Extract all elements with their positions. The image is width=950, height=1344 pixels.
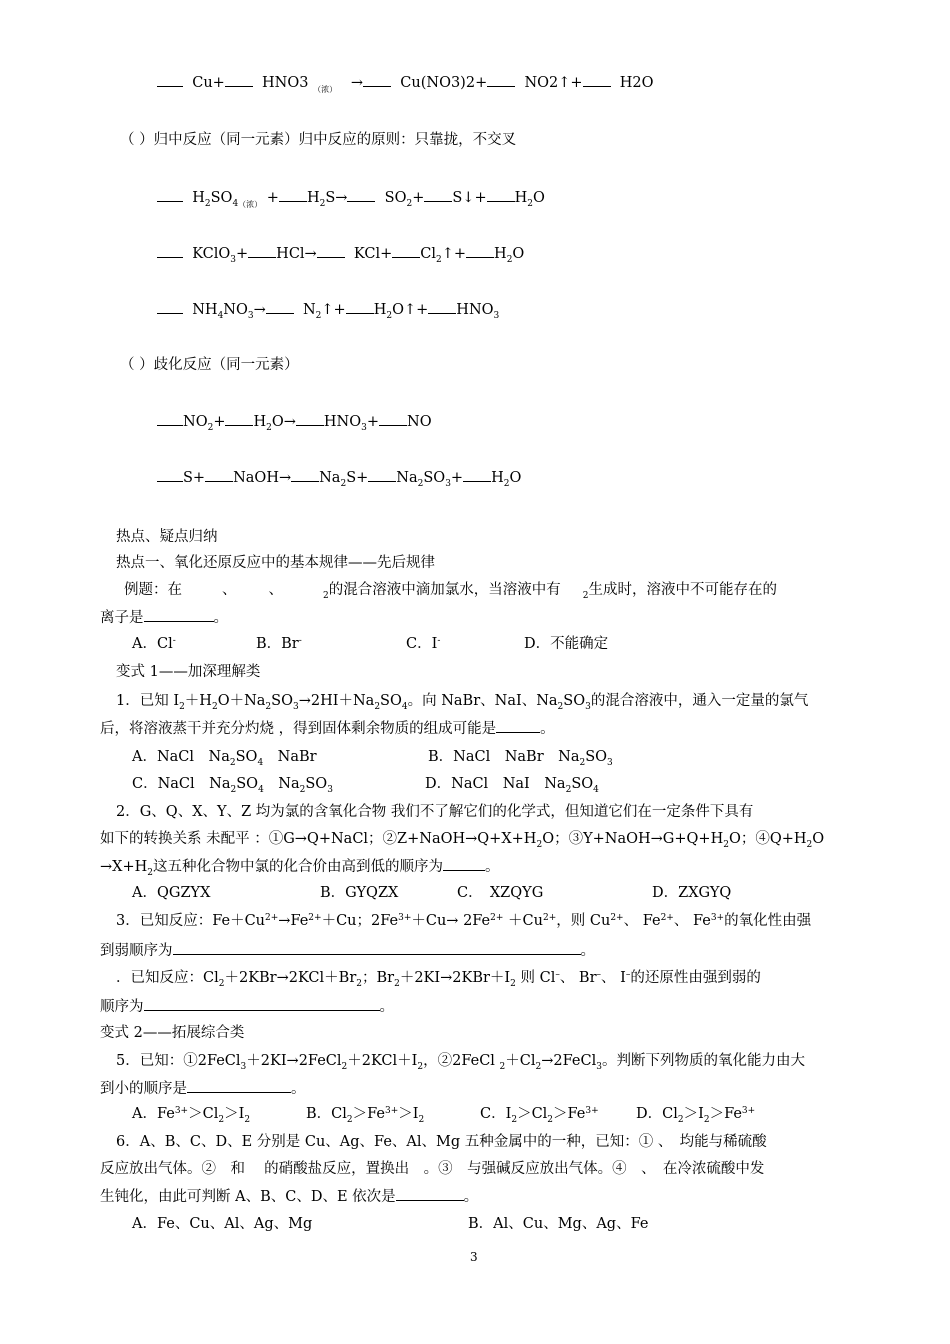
q6-line-2: 反应放出气体。② 和 的硝酸盐反应，置换出 。③ 与强碱反应放出气体。④ 、 在冷浓硫酸中发 — [100, 1161, 765, 1177]
eq-term: SO — [384, 190, 407, 206]
eq-term: H — [494, 246, 507, 262]
eq-term: NO — [183, 414, 208, 430]
eq-term: KClO — [192, 246, 231, 262]
equation-cu-hno3 — [157, 72, 654, 100]
equation-no2-h2o: $NO_2+ H_2O\to HNO_3+$ NO — [157, 411, 432, 432]
q3-line-1: 3．已知反应：$Fe+Cu^{2+}\to Fe^{2+}+Cu$；$2Fe^{3+}+Cu\to 2Fe^{2+} +Cu^{2+}$，则 $Cu^{2+}$、 $Fe^{2+}$、 $Fe^{3+}$的氧化性由强 — [116, 913, 812, 929]
eq-term: H — [306, 190, 320, 206]
q5-line-2: 到小的顺序是 。 — [100, 1078, 306, 1099]
eq-term: H — [373, 302, 387, 318]
eq-term: NO — [407, 414, 432, 430]
eq-condition: （浓） — [313, 85, 338, 94]
eq-arrow: → — [253, 302, 266, 318]
text: 。 — [213, 610, 228, 626]
eq-term: SO — [423, 470, 446, 486]
q1-option-a: A．NaCl $Na_2SO_4$ NaBr — [132, 749, 317, 768]
q2-option-b: B．GYQZX — [320, 885, 399, 901]
hot-title: 热点、疑点归纳 — [116, 529, 218, 545]
eq-term: H — [192, 190, 205, 206]
eq-term: H — [514, 190, 528, 206]
text: 的混合溶液中滴加氯水，当溶液中有 — [328, 582, 561, 598]
eq-arrow: → — [350, 75, 364, 91]
eq-term: H — [253, 414, 267, 430]
eq-term: S↓+ — [452, 190, 487, 206]
q5-line-1: 5．已知：$①2FeCl_3+2KI\to 2FeCl_2+2KCl+I_2$，②2FeCl $_2+Cl_2\to 2FeCl_3$。判断下列物质的氧化能力由大 — [116, 1053, 805, 1072]
eq-term: + — [450, 470, 464, 486]
eq-term: H — [491, 470, 504, 486]
q6-option-a: A．Fe、Cu、Al、Ag、Mg — [132, 1216, 313, 1232]
eq-term: NO — [223, 302, 248, 318]
q5-option-c: C．$I_2>Cl_2>Fe^{3+}$ — [480, 1106, 599, 1125]
eq-term: HNO3 — [262, 75, 309, 91]
q4-line-1: ．已知反应：$Cl_2+2KBr\to 2KCl+Br_2$；$Br_2+2KI\to 2KBr+I_2$ 则 Cl–、 Br–、 I–的还原性由强到弱的 — [116, 970, 761, 989]
q1-option-d: D．NaCl NaI $Na_2SO_4$ — [425, 776, 599, 795]
q1-line-1: 1．已知 $I_2+H_2O+Na_2SO_3\to 2HI+Na_2SO_4$。向 NaBr、NaI、$Na_2SO_3$的混合溶液中，通入一定量的氯气 — [116, 693, 809, 712]
q2-line-3: $\to X+H_2$这五种化合物中氯的化合价由高到低的顺序为 。 — [100, 856, 500, 877]
section-qihua: （ ）歧化反应（同一元素） — [120, 357, 299, 373]
eq-term: HNO — [456, 302, 494, 318]
q2-option-c: C． XZQYG — [457, 885, 544, 901]
q5-option-a: A．$Fe^{3+}>Cl_2>I_2$ — [132, 1106, 251, 1125]
eq-term: + — [236, 246, 249, 262]
q2-option-d: D．ZXGYQ — [652, 885, 732, 901]
eq-term: NO2↑+ — [524, 75, 583, 91]
eq-term: KCl+ — [353, 246, 393, 262]
eq-term: + — [412, 190, 425, 206]
eq-term: O — [509, 470, 522, 486]
text: 生成时，溶液中不可能存在的 — [588, 582, 777, 598]
q2-option-a: A．QGZYX — [132, 885, 211, 901]
eq-term: O — [532, 190, 545, 206]
q6-line-1: 6．A、B、C、D、E 分别是 Cu、Ag、Fe、Al、Mg 五种金属中的一种，已知：① 、 均能与稀硫酸 — [116, 1134, 767, 1150]
text: 、 — [268, 582, 283, 598]
q1-option-c: C．NaCl $Na_2SO_4$ $Na_2SO_3$ — [132, 776, 333, 795]
eq-term: S+ — [183, 470, 206, 486]
example-line-2 — [100, 607, 228, 628]
example-line-1: 例题：在 、 、 $_2$的混合溶液中滴加氯水，当溶液中有 $_2$生成时，溶液中不可能存在的 — [124, 582, 777, 601]
q2-line-1: 2．G、Q、X、Y、Z 均为氯的含氧化合物 我们不了解它们的化学式，但知道它们在一定条件下具有 — [116, 804, 754, 820]
q1-option-b: B．NaCl NaBr $Na_2SO_3$ — [428, 749, 613, 768]
eq-term: + — [366, 414, 380, 430]
hot-point-1: 热点一、氧化还原反应中的基本规律——先后规律 — [116, 555, 435, 571]
variant-2-title: 变式 2——拓展综合类 — [100, 1025, 245, 1041]
text: 离子是 — [100, 610, 144, 626]
equation-h2so4-h2s: $H_2SO_{4(浓)} + H_2S\to SO_2+$ S↓+ $H_2O$ — [157, 187, 545, 215]
example-option-d: D．不能确定 — [524, 636, 609, 652]
q1-line-2: 后，将溶液蒸干并充分灼烧 ，得到固体剩余物质的组成可能是 。 — [100, 718, 555, 739]
eq-term: ↑+ — [441, 246, 467, 262]
eq-term: + — [213, 414, 226, 430]
text: 例题：在 — [124, 582, 182, 598]
eq-term: H2O — [619, 75, 654, 91]
example-option-a: A．Cl- — [132, 636, 176, 652]
q6-line-3: 生钝化，由此可判断 A、B、C、D、E 依次是 。 — [100, 1186, 478, 1207]
eq-term: O→ — [271, 414, 296, 430]
text: 、 — [222, 582, 237, 598]
eq-term: S+ — [346, 470, 369, 486]
eq-sub: 4 — [232, 199, 239, 209]
eq-term: Cu(NO3)2+ — [400, 75, 488, 91]
page-number: 3 — [470, 1250, 478, 1264]
eq-term: ↑+ — [321, 302, 346, 318]
eq-term: SO — [210, 190, 233, 206]
equation-nh4no3: $NH_4NO_3\to$ $N_2↑+$ $H_2O↑+ HNO_3$ — [157, 299, 499, 320]
eq-term: HCl→ — [276, 246, 317, 262]
eq-term: Na — [396, 470, 418, 486]
q4-line-2: 顺序为 。 — [100, 996, 394, 1017]
example-option-b: B．Br- — [256, 636, 302, 652]
eq-term: S→ — [325, 190, 348, 206]
eq-term: NaOH→ — [233, 470, 292, 486]
variant-1-title: 变式 1——加深理解类 — [116, 664, 261, 680]
eq-term: Cl — [420, 246, 436, 262]
eq-term: NH — [192, 302, 218, 318]
eq-term: O — [512, 246, 525, 262]
eq-term: Cu+ — [192, 75, 225, 91]
q5-option-b: B．$Cl_2>Fe^{3+}>I_2$ — [306, 1106, 425, 1125]
q2-line-2: 如下的转换关系 未配平 ：①G→Q+NaCl；$②Z+NaOH\to Q+X+H_2O$；$③Y+NaOH\to G+Q+H_2O$；$④Q+H_2O$ — [100, 831, 825, 850]
section-guizhong: （ ）归中反应（同一元素）归中反应的原则：只靠拢，不交叉 — [120, 132, 517, 148]
eq-term: HNO — [323, 414, 362, 430]
eq-condition: （浓） — [238, 200, 263, 209]
eq-term: N — [302, 302, 316, 318]
q3-line-2: 到弱顺序为 。 — [100, 940, 595, 961]
eq-term: O↑+ — [392, 302, 429, 318]
q6-option-b: B．Al、Cu、Mg、Ag、Fe — [468, 1216, 649, 1232]
eq-term: Na — [319, 470, 341, 486]
equation-kclo3-hcl: KClO$_3$+ $HCl\to KCl+ Cl_2↑+ H_2O$ — [157, 243, 524, 264]
q5-option-d: D．$Cl_2>I_2>Fe^{3+}$ — [636, 1106, 756, 1125]
example-option-c: C．I- — [406, 636, 441, 652]
eq-term: + — [266, 190, 279, 206]
equation-s-naoh: S+ NaOH→ $Na_2S+ Na_2SO_3+ H_2O$ — [157, 467, 521, 488]
